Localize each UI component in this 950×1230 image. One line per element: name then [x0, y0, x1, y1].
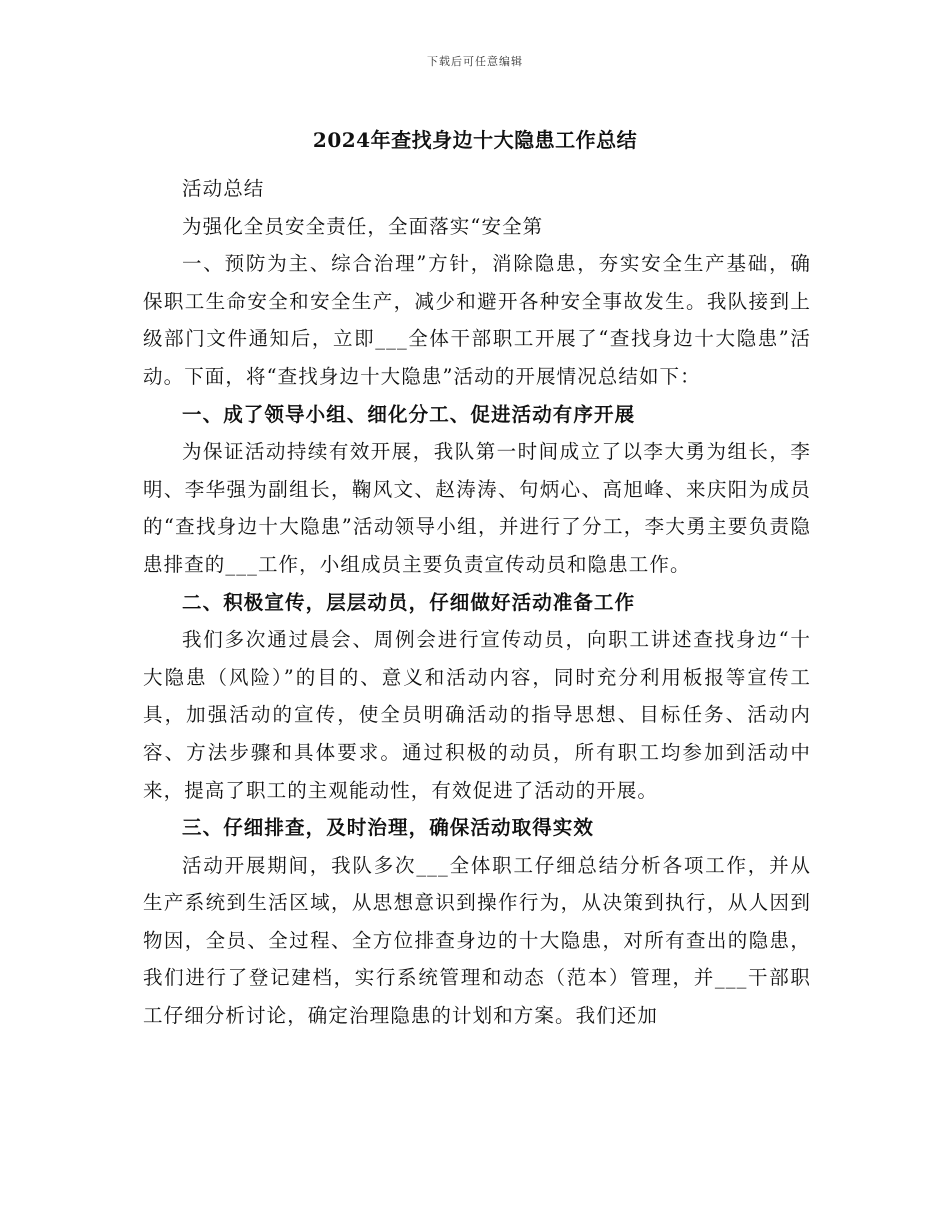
paragraph-intro: 为强化全员安全责任，全面落实“安全第: [182, 214, 544, 238]
section-heading-2: 二、积极宣传，层层动员，仔细做好活动准备工作: [182, 590, 636, 614]
paragraph-section-2: 我们多次通过晨会、周例会进行宣传动员，向职工讲述查找身边“十大隐患（风险）”的目的、意义和活动内容，同时充分利用板报等宣传工具，加强活动的宣传，使全员明确活动的指导思想、目标任务、活动内容、方法步骤和具体要求。通过积极的动员，所有职工均参加到活动中来，提高了职工的主观能动性，有效促进了活动的开展。: [143, 628, 811, 802]
section-heading-1: 一、成了领导小组、细化分工、促进活动有序开展: [182, 402, 636, 426]
document-title: 2024年查找身边十大隐患工作总结: [312, 128, 638, 152]
paragraph-section-3: 活动开展期间，我队多次___全体职工仔细总结分析各项工作，并从生产系统到生活区域，从思想意识到操作行为，从决策到执行，从人因到物因，全员、全过程、全方位排查身边的十大隐患，对所有查出的隐患，我们进行了登记建档，实行系统管理和动态（范本）管理，并___干部职工仔细分析讨论，确定治理隐患的计划和方案。我们还加: [143, 853, 811, 1028]
paragraph-policy: 一、预防为主、综合治理”方针，消除隐患，夯实安全生产基础，确保职工生命安全和安全生产，减少和避开各种安全事故发生。我队接到上级部门文件通知后，立即___全体干部职工开展了“查找身边十大隐患”活动。下面，将“查找身边十大隐患”活动的开展情况总结如下：: [143, 252, 811, 388]
section-heading-3: 三、仔细排查，及时治理，确保活动取得实效: [182, 816, 595, 840]
paragraph-section-1: 为保证活动持续有效开展，我队第一时间成立了以李大勇为组长，李明、李华强为副组长，鞠风文、赵涛涛、句炳心、高旭峰、来庆阳为成员的“查找身边十大隐患”活动领导小组，并进行了分工，李大勇主要负责隐患排查的___工作，小组成员主要负责宣传动员和隐患工作。: [143, 440, 811, 576]
document-body: [143, 170, 811, 1035]
paragraph-activity-summary: 活动总结: [182, 177, 265, 200]
header-note: 下载后可任意编辑: [427, 55, 523, 68]
